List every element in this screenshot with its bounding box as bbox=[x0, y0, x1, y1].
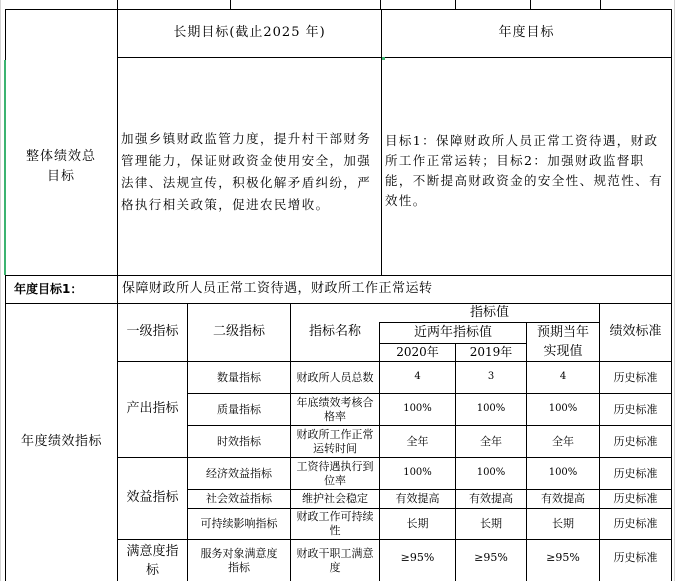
border-line bbox=[117, 275, 118, 303]
level2-cell: 可持续影响指标 bbox=[200, 517, 278, 531]
performance-standard-header: 绩效标准 bbox=[609, 324, 662, 340]
value-2020-cell: 全年 bbox=[406, 434, 429, 448]
indicators-section-label: 年度绩效指标 bbox=[20, 434, 102, 450]
value-2019-cell: 有效提高 bbox=[469, 492, 513, 506]
long-term-goal-header: 长期目标(截止2025 年) bbox=[173, 25, 326, 41]
level2-cell: 质量指标 bbox=[217, 402, 261, 416]
indicator-name-cell: 财政所人员总数 bbox=[296, 370, 374, 384]
expected-value-cell: 有效提高 bbox=[541, 492, 585, 506]
gridline bbox=[0, 0, 1, 581]
indicator-name-cell: 维护社会稳定 bbox=[302, 492, 368, 506]
standard-cell: 历史标准 bbox=[613, 492, 658, 506]
level1-benefit: 效益指标 bbox=[126, 490, 179, 506]
indicator-value-header: 指标值 bbox=[469, 304, 509, 320]
year-2020-header: 2020年 bbox=[396, 345, 439, 359]
level1-output: 产出指标 bbox=[126, 401, 179, 417]
indicator-name-cell: 财政工作可持续性 bbox=[296, 510, 374, 537]
border-line bbox=[230, 0, 231, 9]
indicator-name-cell: 财政所工作正常运转时间 bbox=[296, 427, 374, 455]
level1-satisfaction: 满意度指标 bbox=[126, 543, 179, 578]
cell-selection-mark bbox=[4, 60, 6, 275]
level2-cell: 社会效益指标 bbox=[206, 492, 272, 506]
level1-header: 一级指标 bbox=[126, 324, 179, 340]
long-term-goal-text: 加强乡镇财政监管力度，提升村干部财务管理能力，保证财政资金使用安全，加强法律、法规宣传，积极化解矛盾纠纷，严格执行相关政策，促进农民增收。 bbox=[121, 130, 372, 212]
expected-value-cell: 4 bbox=[559, 371, 567, 383]
expected-value-cell: 全年 bbox=[552, 434, 574, 448]
standard-cell: 历史标准 bbox=[613, 402, 658, 416]
expected-value-cell: 100% bbox=[548, 403, 578, 415]
indicator-name-header: 指标名称 bbox=[308, 324, 361, 340]
standard-cell: 历史标准 bbox=[613, 466, 658, 480]
border-line bbox=[455, 0, 456, 9]
value-2020-cell: 有效提高 bbox=[395, 492, 440, 506]
value-2020-cell: ≥95% bbox=[400, 551, 435, 565]
overall-goal-label: 整体绩效总目标 bbox=[25, 148, 96, 184]
annual-goal-text: 目标1：保障财政所人员正常工资待遇，财政所工作正常运转；目标2：加强财政监督职能，不断提高财政资金的安全性、规范性、有效性。 bbox=[385, 132, 664, 208]
level2-cell: 经济效益指标 bbox=[206, 466, 272, 480]
level2-header: 二级指标 bbox=[212, 324, 265, 340]
indicator-name-cell: 工资待遇执行到位率 bbox=[296, 459, 374, 487]
year-2019-header: 2019年 bbox=[469, 345, 513, 359]
indicator-name-cell: 财政干职工满意度 bbox=[296, 546, 374, 574]
value-2019-cell: ≥95% bbox=[474, 551, 508, 565]
value-2020-cell: 长期 bbox=[406, 517, 429, 531]
value-2020-cell: 100% bbox=[403, 467, 432, 479]
border-line bbox=[600, 0, 601, 9]
border-line bbox=[530, 0, 531, 9]
standard-cell: 历史标准 bbox=[613, 551, 658, 565]
indicator-name-cell: 年底绩效考核合格率 bbox=[296, 395, 374, 423]
value-2019-cell: 3 bbox=[487, 371, 495, 383]
expected-value-cell: ≥95% bbox=[546, 551, 580, 565]
level2-cell: 时效指标 bbox=[217, 434, 261, 448]
value-2019-cell: 长期 bbox=[480, 517, 502, 531]
standard-cell: 历史标准 bbox=[613, 517, 658, 531]
annual-goal-1-text: 保障财政所人员正常工资待遇，财政所工作正常运转 bbox=[122, 281, 433, 297]
gridline bbox=[674, 0, 675, 581]
standard-cell: 历史标准 bbox=[613, 434, 658, 448]
value-2019-cell: 全年 bbox=[480, 434, 502, 448]
annual-goal-1-label: 年度目标1： bbox=[14, 282, 83, 296]
level2-cell: 服务对象满意度指标 bbox=[200, 546, 278, 574]
expected-value-cell: 100% bbox=[548, 467, 578, 479]
value-2020-cell: 4 bbox=[414, 371, 421, 383]
value-2019-cell: 100% bbox=[476, 403, 506, 415]
annual-goal-header: 年度目标 bbox=[498, 25, 555, 41]
level2-cell: 数量指标 bbox=[217, 370, 261, 384]
expected-value-header: 预期当年实现值 bbox=[536, 325, 589, 359]
value-2020-cell: 100% bbox=[403, 403, 432, 415]
border-line bbox=[380, 0, 381, 9]
value-2019-cell: 100% bbox=[476, 467, 506, 479]
border-line bbox=[671, 9, 672, 581]
border-line bbox=[117, 0, 118, 9]
recent-two-years-header: 近两年指标值 bbox=[413, 324, 492, 340]
expected-value-cell: 长期 bbox=[552, 517, 574, 531]
standard-cell: 历史标准 bbox=[613, 370, 658, 384]
